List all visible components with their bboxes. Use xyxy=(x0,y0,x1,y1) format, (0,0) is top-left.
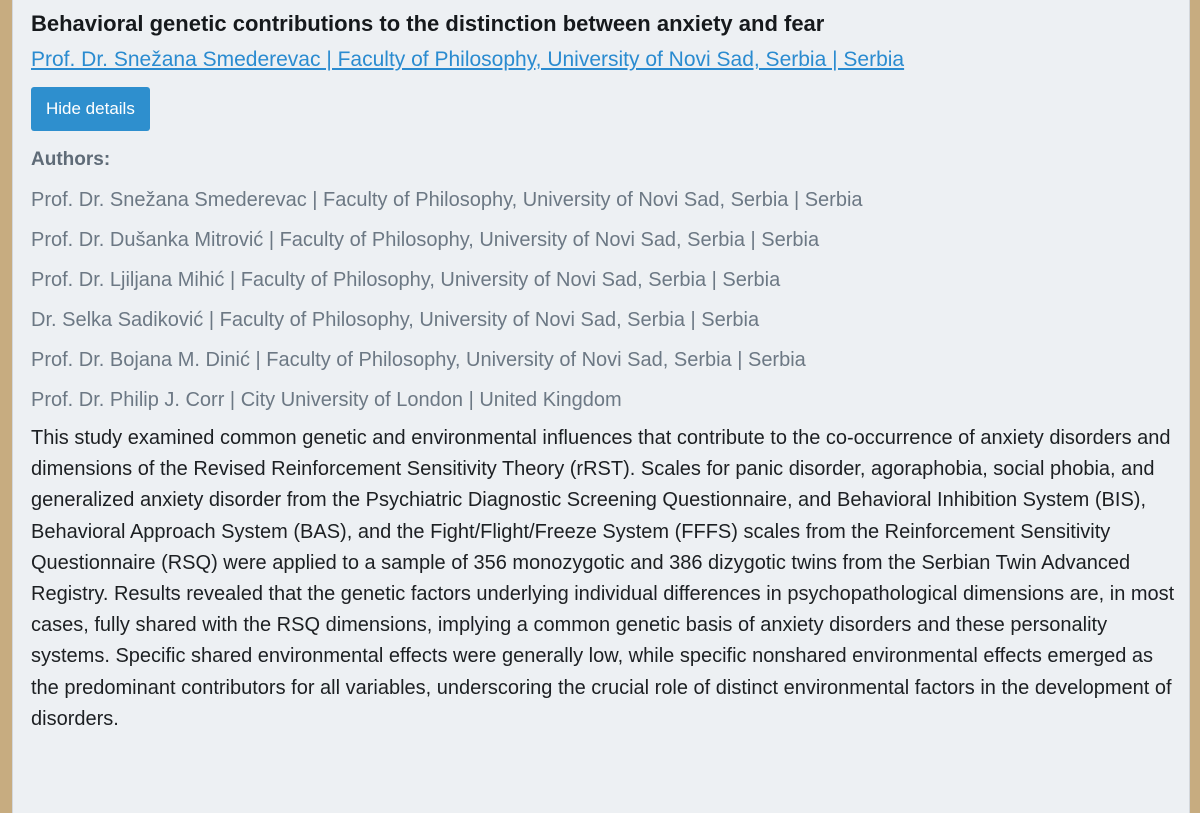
abstract-content xyxy=(31,9,1181,735)
author-item: Prof. Dr. Bojana M. Dinić | Faculty of Philosophy, University of Novi Sad, Serbia | Serbia xyxy=(31,349,806,371)
author-item: Prof. Dr. Philip J. Corr | City University of London | United Kingdom xyxy=(31,389,622,411)
author-item: Prof. Dr. Snežana Smederevac | Faculty of Philosophy, University of Novi Sad, Serbia | Serbia xyxy=(31,189,863,211)
accent-bar xyxy=(0,0,12,813)
abstract-title: Behavioral genetic contributions to the distinction between anxiety and fear xyxy=(31,11,825,36)
abstract-text: This study examined common genetic and environmental influences that contribute to the co-occurrence of anxiety disorders and dimensions of the Revised Reinforcement Sensitivity Theory (rRST). Scales for panic disorder, agoraphobia, social phobia, and generalized anxiety disorder from the Psychiatric Diagnostic Screening Questionnaire, and Behavioral Inhibition System (BIS), Behavioral Approach System (BAS), and the Fight/Flight/Freeze System (FFFS) scales from the Reinforcement Sensitivity Questionnaire (RSQ) were applied to a sample of 356 monozygotic and 386 dizygotic twins from the Serbian Twin Advanced Registry. Results revealed that the genetic factors underlying individual differences in psychopathological dimensions are, in most cases, fully shared with the RSQ dimensions, implying a common genetic basis of anxiety disorders and these personality systems. Specific shared environmental effects were generally low, while specific nonshared environmental effects emerged as the predominant contributors for all variables, underscoring the crucial role of distinct environmental factors in the development of disorders. xyxy=(31,427,1175,730)
authors-heading: Authors: xyxy=(31,149,111,170)
author-item: Prof. Dr. Dušanka Mitrović | Faculty of Philosophy, University of Novi Sad, Serbia | Serbia xyxy=(31,229,820,251)
authors-list xyxy=(31,180,1181,420)
presenter-link[interactable]: Prof. Dr. Snežana Smederevac | Faculty of Philosophy, University of Novi Sad, Serbia | Serbia xyxy=(31,48,905,71)
hide-details-button[interactable]: Hide details xyxy=(31,87,150,131)
author-item: Prof. Dr. Ljiljana Mihić | Faculty of Philosophy, University of Novi Sad, Serbia | Serbia xyxy=(31,269,781,291)
abstract-card xyxy=(12,0,1190,813)
author-item: Dr. Selka Sadiković | Faculty of Philosophy, University of Novi Sad, Serbia | Serbia xyxy=(31,309,760,331)
